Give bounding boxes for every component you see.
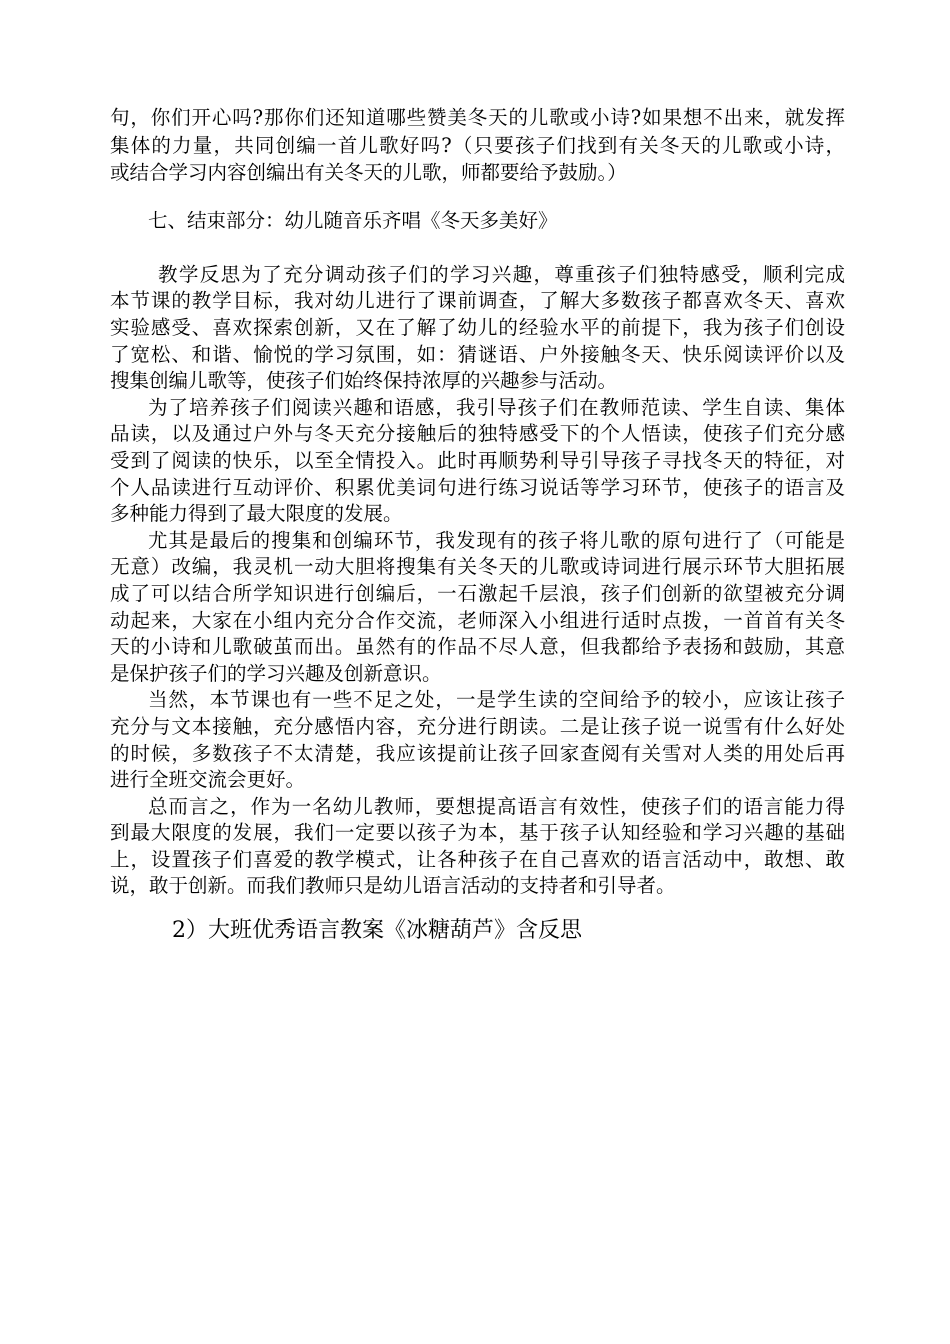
paragraph-line: 是保护孩子们的学习兴趣及创新意识。 — [110, 662, 442, 685]
next-lesson-title: 2）大班优秀语言教案《冰糖葫芦》含反思 — [172, 918, 582, 943]
paragraph-line: 的时候，多数孩子不太清楚，我应该提前让孩子回家查阅有关雪对人类的用处后再 — [110, 742, 845, 765]
paragraph-line: 句，你们开心吗?那你们还知道哪些赞美冬天的儿歌或小诗?如果想不出来，就发挥 — [110, 106, 845, 129]
paragraph-line: 说，敢于创新。而我们教师只是幼儿语言活动的支持者和引导者。 — [110, 874, 676, 897]
paragraph-line: 当然，本节课也有一些不足之处，一是学生读的空间给予的较小，应该让孩子 — [148, 688, 845, 711]
paragraph-line: 本节课的教学目标，我对幼儿进行了课前调查，了解大多数孩子都喜欢冬天、喜欢 — [110, 289, 845, 312]
paragraph-line: 教学反思为了充分调动孩子们的学习兴趣，尊重孩子们独特感受，顺利完成 — [158, 263, 845, 286]
paragraph-line: 为了培养孩子们阅读兴趣和语感，我引导孩子们在教师范读、学生自读、集体 — [148, 396, 845, 419]
paragraph-line: 实验感受、喜欢探索创新，又在了解了幼儿的经验水平的前提下，我为孩子们创设 — [110, 316, 845, 339]
paragraph-line: 总而言之，作为一名幼儿教师，要想提高语言有效性，使孩子们的语言能力得 — [148, 795, 845, 818]
paragraph-line: 上，设置孩子们喜爱的教学模式，让各种孩子在自己喜欢的语言活动中，敢想、敢 — [110, 848, 845, 871]
paragraph-line: 集体的力量，共同创编一首儿歌好吗?（只要孩子们找到有关冬天的儿歌或小诗， — [110, 134, 845, 157]
paragraph-line: 天的小诗和儿歌破茧而出。虽然有的作品不尽人意，但我都给予表扬和鼓励，其意 — [110, 635, 845, 658]
paragraph-line: 无意）改编，我灵机一动大胆将搜集有关冬天的儿歌或诗词进行展示环节大胆拓展 — [110, 555, 845, 578]
paragraph-line: 充分与文本接触，充分感悟内容，充分进行朗读。二是让孩子说一说雪有什么好处 — [110, 715, 845, 738]
paragraph-line: 进行全班交流会更好。 — [110, 768, 306, 791]
paragraph-line: 成了可以结合所学知识进行创编后，一石激起千层浪，孩子们创新的欲望被充分调 — [110, 582, 845, 605]
section-heading: 七、结束部分：幼儿随音乐齐唱《冬天多美好》 — [148, 209, 558, 232]
paragraph-line: 个人品读进行互动评价、积累优美词句进行练习说话等学习环节，使孩子的语言及 — [110, 476, 845, 499]
paragraph-line: 多种能力得到了最大限度的发展。 — [110, 502, 403, 525]
paragraph-line: 搜集创编儿歌等，使孩子们始终保持浓厚的兴趣参与活动。 — [110, 369, 618, 392]
paragraph-line: 品读，以及通过户外与冬天充分接触后的独特感受下的个人悟读，使孩子们充分感 — [110, 422, 845, 445]
paragraph-line: 到最大限度的发展，我们一定要以孩子为本，基于孩子认知经验和学习兴趣的基础 — [110, 821, 845, 844]
paragraph-line: 或结合学习内容创编出有关冬天的儿歌，师都要给予鼓励。） — [110, 161, 627, 184]
paragraph-line: 了宽松、和谐、愉悦的学习氛围，如：猜谜语、户外接触冬天、快乐阅读评价以及 — [110, 343, 845, 366]
paragraph-line: 受到了阅读的快乐，以至全情投入。此时再顺势利导引导孩子寻找冬天的特征，对 — [110, 449, 845, 472]
paragraph-line: 动起来，大家在小组内充分合作交流，老师深入小组进行适时点拨，一首首有关冬 — [110, 609, 845, 632]
paragraph-line: 尤其是最后的搜集和创编环节，我发现有的孩子将儿歌的原句进行了（可能是 — [148, 529, 845, 552]
